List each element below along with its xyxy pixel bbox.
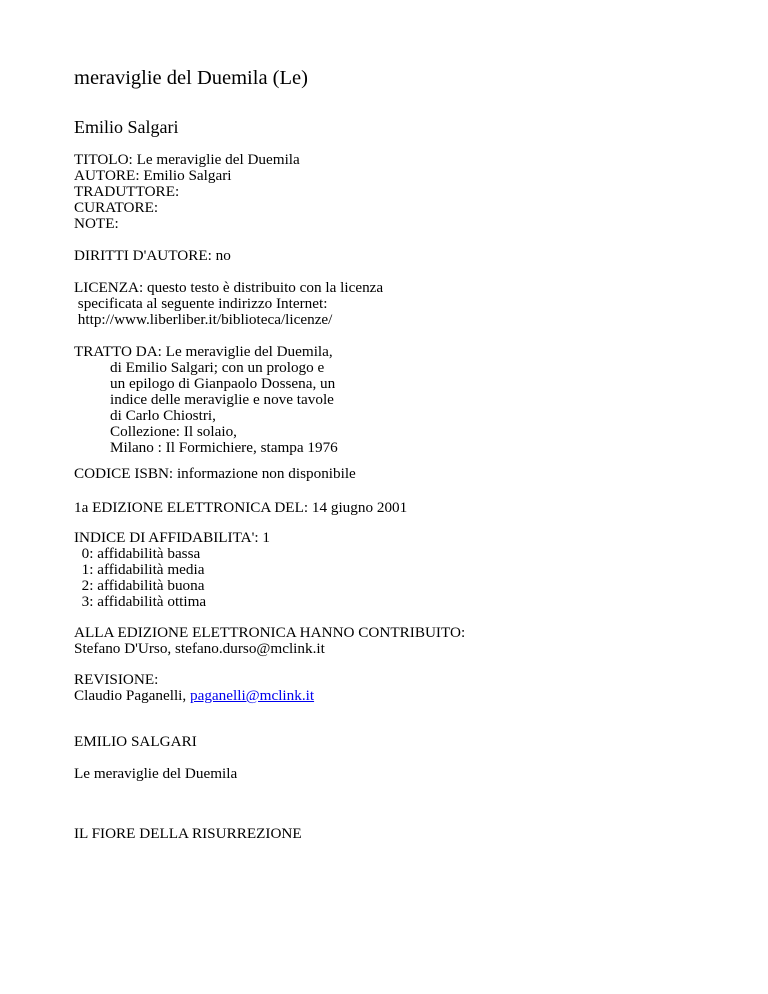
field-note: NOTE: <box>74 215 119 232</box>
field-diritti: DIRITTI D'AUTORE: no <box>74 247 231 264</box>
contributi-line: Stefano D'Urso, stefano.durso@mclink.it <box>74 640 325 657</box>
revisione-name: Claudio Paganelli, <box>74 687 190 704</box>
field-isbn: CODICE ISBN: informazione non disponibile <box>74 465 356 482</box>
body-author: EMILIO SALGARI <box>74 733 197 750</box>
tratto-da-line: di Carlo Chiostri, <box>110 407 216 424</box>
document-author: Emilio Salgari <box>74 117 179 137</box>
field-autore: AUTORE: Emilio Salgari <box>74 167 232 184</box>
field-curatore: CURATORE: <box>74 199 159 216</box>
field-edizione: 1a EDIZIONE ELETTRONICA DEL: 14 giugno 2001 <box>74 499 408 516</box>
affidabilita-line: 1: affidabilità media <box>74 561 205 578</box>
affidabilita-line: 2: affidabilità buona <box>74 577 205 594</box>
contributi-line: ALLA EDIZIONE ELETTRONICA HANNO CONTRIBUITO: <box>74 624 466 641</box>
tratto-da-line: un epilogo di Gianpaolo Dossena, un <box>110 375 336 392</box>
revisione-line <box>74 688 314 704</box>
licenza-line: LICENZA: questo testo è distribuito con la licenza <box>74 279 384 296</box>
tratto-da-line: TRATTO DA: Le meraviglie del Duemila, <box>74 343 333 360</box>
field-titolo: TITOLO: Le meraviglie del Duemila <box>74 151 300 168</box>
tratto-da-line: indice delle meraviglie e nove tavole <box>110 391 334 408</box>
tratto-da-line: Milano : Il Formichiere, stampa 1976 <box>110 439 338 456</box>
chapter-title: IL FIORE DELLA RISURREZIONE <box>74 825 302 842</box>
affidabilita-line: 3: affidabilità ottima <box>74 593 207 610</box>
licenza-line: http://www.liberliber.it/biblioteca/licenze/ <box>74 311 333 328</box>
document-title: meraviglie del Duemila (Le) <box>74 67 308 89</box>
revisione-email-link[interactable]: paganelli@mclink.it <box>190 687 315 704</box>
licenza-line: specificata al seguente indirizzo Internet: <box>74 295 328 312</box>
tratto-da-line: Collezione: Il solaio, <box>110 423 237 440</box>
tratto-da-line: di Emilio Salgari; con un prologo e <box>110 359 325 376</box>
revisione-heading: REVISIONE: <box>74 671 159 688</box>
affidabilita-line: 0: affidabilità bassa <box>74 545 201 562</box>
field-traduttore: TRADUTTORE: <box>74 183 180 200</box>
body-title: Le meraviglie del Duemila <box>74 765 238 782</box>
affidabilita-line: INDICE DI AFFIDABILITA': 1 <box>74 529 270 546</box>
